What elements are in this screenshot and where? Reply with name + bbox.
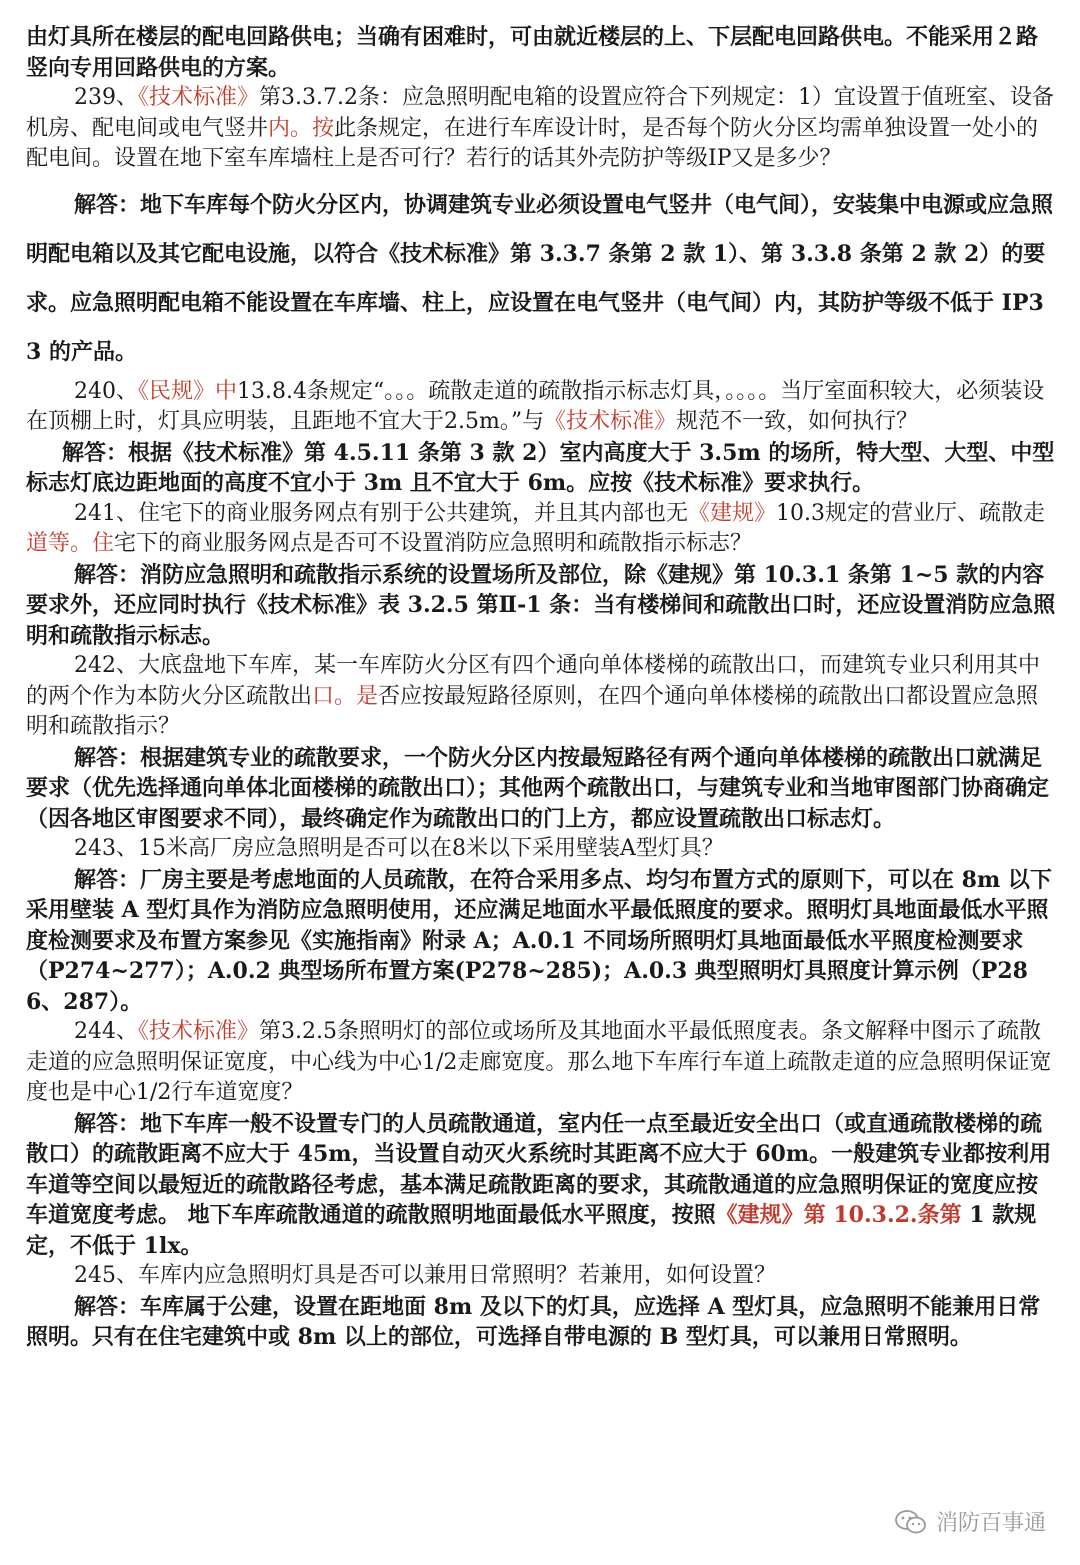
- question-239: [26, 83, 1056, 175]
- question-240: [26, 377, 1056, 438]
- highlight-text: 《技术标准》: [544, 409, 677, 434]
- question-243: [26, 834, 1056, 865]
- question-244: [26, 1017, 1056, 1109]
- highlight-text: 《民规》中: [138, 378, 238, 404]
- document-page: [26, 22, 1056, 1353]
- question-241: [26, 499, 1056, 560]
- question-245: [26, 1261, 1056, 1292]
- highlight-text: 道等。住: [26, 531, 115, 556]
- wechat-icon: [894, 1509, 928, 1535]
- paragraph-continuation: 由灯具所在楼层的配电回路供电；当确有困难时，可由就近楼层的上、下层配电回路供电。不能采用２路竖向专用回路供电的方案。: [26, 24, 1039, 81]
- watermark-text: 消防百事通: [935, 1511, 1046, 1536]
- answer-240: 解答：根据《技术标准》第 4.5.11 条第 3 款 2）室内高度大于 3.5m 的场所，特大型、大型、中型标志灯底边距地面的高度不宜小于 3m 且不宜大于 6m。应按《技术标准》要求执行。: [26, 439, 1055, 496]
- question-number: 245、: [74, 1263, 138, 1288]
- question-text: 第3.2.5条照明灯的部位或场所及其地面水平最低照度表。条文解释中图示了疏散走道的应急照明保证宽度，中心线为中心1/2走廊宽度。那么地下车库行车道上疏散走道的应急照明保证宽度也是中心1/2行车道宽度？: [26, 1019, 1052, 1105]
- answer-244: [26, 1109, 1056, 1262]
- question-number: 243、: [74, 836, 138, 861]
- question-text: 否应按最短路径原则，在四个通向单体楼梯的疏散出口都设置应急照明和疏散指示？: [26, 683, 1039, 739]
- question-text: 此条规定，在进行车库设计时，是否每个防火分区均需单独设置一处小的配电间。设置在地下室车库墙柱上是否可行？若行的话其外壳防护等级IP又是多少？: [26, 115, 1039, 171]
- question-number: 242、: [74, 653, 138, 678]
- highlight-text: 《技术标准》: [138, 1019, 260, 1044]
- answer-242: 解答：根据建筑专业的疏散要求，一个防火分区内按最短路径有两个通向单体楼梯的疏散出口就满足要求（优先选择通向单体北面楼梯的疏散出口）；其他两个疏散出口，与建筑专业和当地审图部门协商确定（因各地区审图要求不同），最终确定作为疏散出口的门上方，都应设置疏散出口标志灯。: [26, 744, 1050, 832]
- highlight-text: 《建规》: [688, 500, 777, 526]
- highlight-text: 《技术标准》: [138, 85, 260, 110]
- answer-245: 解答：车库属于公建，设置在距地面 8m 及以下的灯具，应选择 A 型灯具，应急照明不能兼用日常照明。只有在住宅建筑中或 8m 以上的部位，可选择自带电源的 B 型灯具，可以兼用日常照明。: [26, 1293, 1041, 1350]
- watermark: [894, 1506, 1046, 1537]
- question-number: 239、: [74, 85, 138, 110]
- question-text: 13.8.4条规定“。。。疏散走道的疏散指示标志灯具，。。。。当厅室面积较大，必须装设在顶棚上时，灯具应明装，且距地不宜大于2.5m。”与: [26, 378, 1045, 434]
- question-number: 240、: [74, 378, 138, 404]
- question-text: 车库内应急照明灯具是否可以兼用日常照明？若兼用，如何设置？: [138, 1263, 777, 1288]
- question-text: 10.3规定的营业厅、疏散走: [776, 500, 1046, 526]
- answer-text: 1 款规定，不低于 1lx。: [26, 1202, 1037, 1259]
- highlight-text: 10.3.2.条第: [833, 1202, 962, 1228]
- answer-239: 解答：地下车库每个防火分区内，协调建筑专业必须设置电气竖井（电气间），安装集中电源或应急照明配电箱以及其它配电设施，以符合《技术标准》第 3.3.7 条第 2 款 1）、第 3.3.8 条第 2 款 2）的要求。应急照明配电箱不能设置在车库墙、柱上，应设置在电气竖井（电气间）内，其防护等级不低于 IP33 的产品。: [26, 191, 1054, 365]
- highlight-text: 内。按: [268, 115, 335, 141]
- question-242: [26, 651, 1056, 743]
- question-text: 规范不一致，如何执行？: [676, 409, 919, 434]
- highlight-text: 口。是: [312, 683, 379, 709]
- question-text: 宅下的商业服务网点是否可不设置消防应急照明和疏散指示标志？: [114, 531, 753, 556]
- question-number: 241、: [74, 500, 138, 526]
- question-text: 15米高厂房应急照明是否可以在8米以下采用壁装A型灯具？: [138, 836, 724, 861]
- question-text: 住宅下的商业服务网点有别于公共建筑，并且其内部也无: [138, 500, 689, 526]
- highlight-text: 《建规》第: [715, 1202, 826, 1228]
- answer-243: 解答：厂房主要是考虑地面的人员疏散，在符合采用多点、均匀布置方式的原则下，可以在 8m 以下采用壁装 A 型灯具作为消防应急照明使用，还应满足地面水平最低照度的要求。照明灯具地面最低水平照度检测要求及布置方案参见《实施指南》附录 A；A.0.1 不同场所照明灯具地面最低水平照度检测要求（P274~277）；A.0.2 典型场所布置方案(P278~285)；A.0.3 典型照明灯具照度计算示例（P286、287）。: [26, 866, 1052, 1015]
- answer-241: 解答：消防应急照明和疏散指示系统的设置场所及部位，除《建规》第 10.3.1 条第 1~5 款的内容要求外，还应同时执行《技术标准》表 3.2.5 第Ⅱ-1 条：当有楼梯间和疏散出口时，还应设置消防应急照明和疏散指示标志。: [26, 561, 1056, 649]
- question-text: 大底盘地下车库，某一车库防火分区有四个通向单体楼梯的疏散出口，而建筑专业只利用其中的两个作为本防火分区疏散出: [26, 653, 1041, 709]
- question-number: 244、: [74, 1019, 138, 1044]
- question-text: 第3.3.7.2条：应急照明配电箱的设置应符合下列规定：1）宜设置于值班室、设备机房、配电间或电气竖井: [26, 85, 1054, 141]
- answer-text: 解答：地下车库一般不设置专门的人员疏散通道，室内任一点至最近安全出口（或直通疏散楼梯的疏散口）的疏散距离不应大于 45m，当设置自动灭火系统时其距离不应大于 60m。一般建筑专业都按利用车道等空间以最短近的疏散路径考虑，基本满足疏散距离的要求，其疏散通道的应急照明保证的宽度应按车道宽度考虑。 地下车库疏散通道的疏散照明地面最低水平照度，按照: [26, 1110, 1052, 1228]
